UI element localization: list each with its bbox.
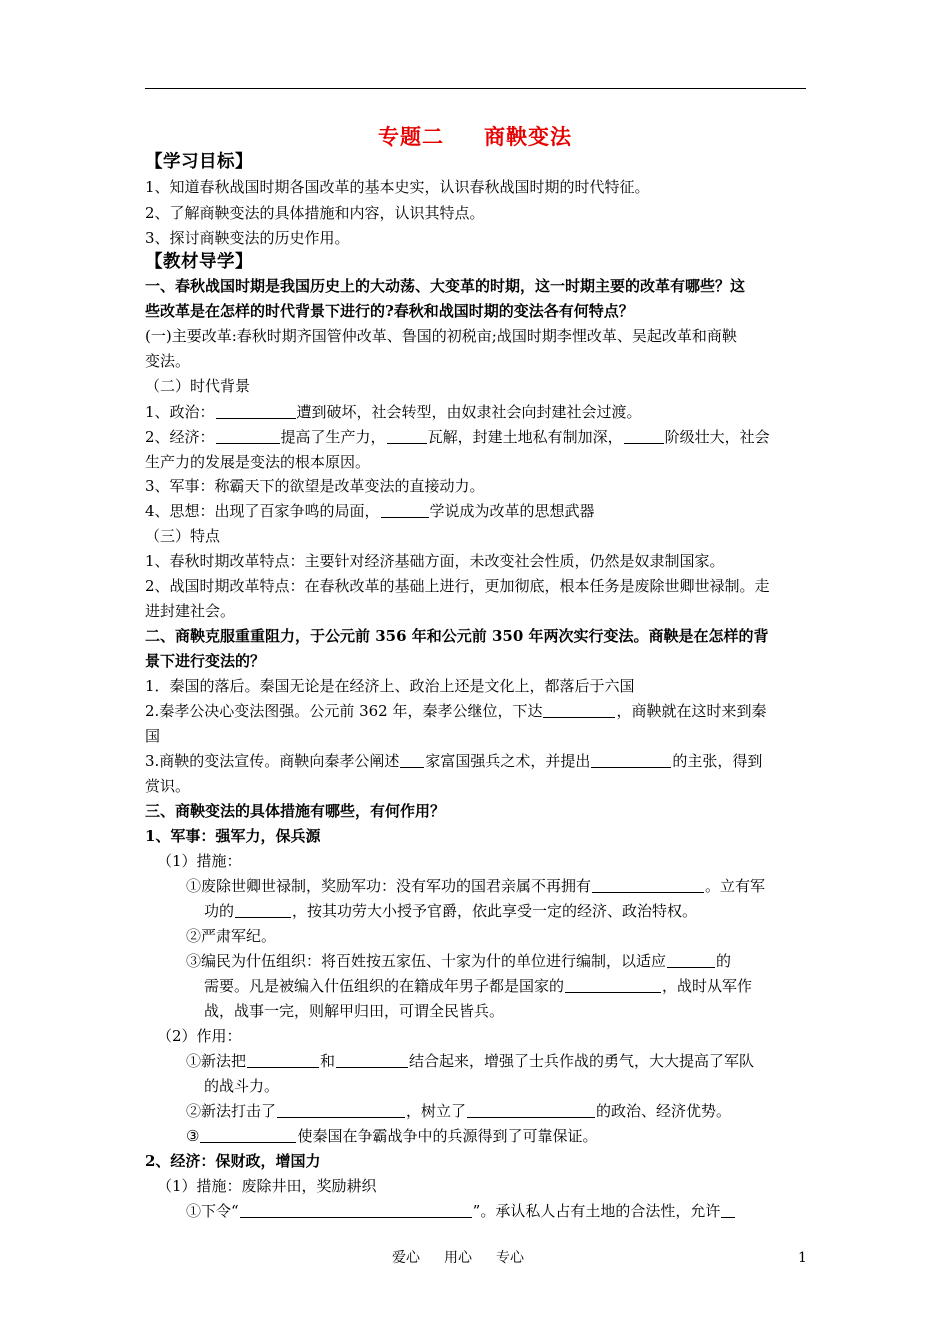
economy-heading: 2、经济：保财政，增国力 bbox=[145, 1152, 321, 1170]
question-1-line1: 一、春秋战国时期是我国历史上的大动荡、大变革的时期，这一时期主要的改革有哪些？这 bbox=[145, 277, 746, 295]
background-economy: 2、经济： 提高了生产力， 瓦解，封建土地私有制加深， 阶级壮大，社会 bbox=[145, 428, 770, 446]
measure-2: ②严肃军纪。 bbox=[186, 927, 277, 945]
goal-item: 3、探讨商鞅变法的历史作用。 bbox=[145, 229, 350, 247]
answer-2-2: 2.秦孝公决心变法图强。公元前 362 年，秦孝公继位，下达 ，商鞅就在这时来到秦 bbox=[145, 702, 767, 720]
fill-blank[interactable] bbox=[381, 501, 429, 518]
fill-blank[interactable] bbox=[200, 1126, 296, 1143]
page-number: 1 bbox=[798, 1250, 807, 1266]
measure-1: ①废除世卿世禄制，奖励军功：没有军功的国君亲属不再拥有 。立有军 bbox=[186, 877, 766, 895]
background-heading: （二）时代背景 bbox=[145, 377, 251, 395]
question-2-line1: 二、商鞅克服重重阻力，于公元前 356 年和公元前 350 年两次实行变法。商鞅是在怎样的背 bbox=[145, 627, 769, 645]
feature-spring-autumn: 1、春秋时期改革特点：主要针对经济基础方面，未改变社会性质，仍然是奴隶制国家。 bbox=[145, 552, 725, 570]
effect-3: ③ 使秦国在争霸战争中的兵源得到了可靠保证。 bbox=[186, 1127, 598, 1145]
fill-blank[interactable] bbox=[667, 951, 715, 968]
answer-2-1: 1．秦国的落后。秦国无论是在经济上、政治上还是文化上，都落后于六国 bbox=[145, 677, 635, 695]
fill-blank[interactable] bbox=[235, 901, 291, 918]
reforms-line2: 变法。 bbox=[145, 352, 191, 370]
economy-measures: （1）措施：废除井田，奖励耕织 bbox=[157, 1177, 377, 1195]
fill-blank[interactable] bbox=[543, 701, 615, 718]
fill-blank[interactable] bbox=[467, 1101, 595, 1118]
economy-measure-1: ①下令“ ”。承认私人占有土地的合法性，允许 bbox=[186, 1199, 736, 1223]
fill-blank[interactable] bbox=[591, 751, 671, 768]
fill-blank[interactable] bbox=[336, 1051, 408, 1068]
effect-1: ①新法把 和 结合起来，增强了士兵作战的勇气，大大提高了军队 bbox=[186, 1052, 755, 1070]
effect-label: （2）作用： bbox=[157, 1027, 242, 1045]
fill-blank[interactable] bbox=[565, 976, 661, 993]
effect-2: ②新法打击了 ，树立了 的政治、经济优势。 bbox=[186, 1102, 732, 1120]
section-heading-guide: 【教材导学】 bbox=[145, 252, 253, 272]
measure-3: ③编民为什伍组织：将百姓按五家伍、十家为什的单位进行编制，以适应 的 bbox=[186, 952, 732, 970]
fill-blank[interactable] bbox=[240, 1201, 472, 1218]
feature-warring-states: 2、战国时期改革特点：在春秋改革的基础上进行，更加彻底，根本任务是废除世卿世禄制。走 bbox=[145, 577, 770, 595]
fill-blank[interactable] bbox=[721, 1201, 735, 1218]
answer-2-3: 3.商鞅的变法宣传。商鞅向秦孝公阐述 家富国强兵之术，并提出 的主张，得到 bbox=[145, 752, 763, 770]
fill-blank[interactable] bbox=[216, 402, 296, 419]
fill-blank[interactable] bbox=[400, 751, 424, 768]
background-military: 3、军事：称霸天下的欲望是改革变法的直接动力。 bbox=[145, 477, 485, 495]
question-2-line2: 景下进行变法的？ bbox=[145, 652, 266, 670]
fill-blank[interactable] bbox=[247, 1051, 319, 1068]
background-politics: 1、政治： 遭到破坏，社会转型，由奴隶社会向封建社会过渡。 bbox=[145, 403, 642, 421]
reforms-line1: (一)主要改革:春秋时期齐国管仲改革、鲁国的初税亩;战国时期李悝改革、吴起改革和商鞅 bbox=[145, 327, 737, 345]
goal-item: 2、了解商鞅变法的具体措施和内容，认识其特点。 bbox=[145, 204, 485, 222]
background-economy-cont: 生产力的发展是变法的根本原因。 bbox=[145, 453, 371, 471]
fill-blank[interactable] bbox=[216, 427, 280, 444]
goal-item: 1、知道春秋战国时期各国改革的基本史实，认识春秋战国时期的时代特征。 bbox=[145, 178, 650, 196]
page-title bbox=[0, 122, 950, 152]
measure-1-cont: 功的 ，按其功劳大小授予官爵，依此享受一定的经济、政治特权。 bbox=[204, 902, 698, 920]
answer-2-3-cont: 赏识。 bbox=[145, 777, 191, 795]
fill-blank[interactable] bbox=[277, 1101, 405, 1118]
section-heading-goals: 【学习目标】 bbox=[145, 152, 253, 172]
military-heading: 1、军事：强军力，保兵源 bbox=[145, 827, 321, 845]
fill-blank[interactable] bbox=[592, 876, 704, 893]
footer-motto: 爱心 用心 专心 bbox=[392, 1250, 524, 1266]
measure-3-cont: 需要。凡是被编入什伍组织的在籍成年男子都是国家的 ，战时从军作 bbox=[204, 977, 753, 995]
answer-2-2-cont: 国 bbox=[145, 727, 161, 745]
feature-warring-states-cont: 进封建社会。 bbox=[145, 602, 236, 620]
effect-1-cont: 的战斗力。 bbox=[204, 1077, 280, 1095]
title-topic: 专题二 bbox=[378, 124, 444, 149]
measure-3-cont2: 战，战事一完，则解甲归田，可谓全民皆兵。 bbox=[204, 1002, 505, 1020]
question-1-line2: 些改革是在怎样的时代背景下进行的?春秋和战国时期的变法各有何特点？ bbox=[145, 302, 634, 320]
title-name: 商鞅变法 bbox=[484, 124, 572, 149]
header-rule bbox=[145, 88, 806, 89]
fill-blank[interactable] bbox=[624, 427, 664, 444]
question-3-heading: 三、商鞅变法的具体措施有哪些，有何作用？ bbox=[145, 802, 446, 820]
measures-label: （1）措施： bbox=[157, 852, 242, 870]
background-thought: 4、思想：出现了百家争鸣的局面， 学说成为改革的思想武器 bbox=[145, 502, 595, 520]
fill-blank[interactable] bbox=[387, 427, 427, 444]
features-heading: （三）特点 bbox=[145, 527, 221, 545]
